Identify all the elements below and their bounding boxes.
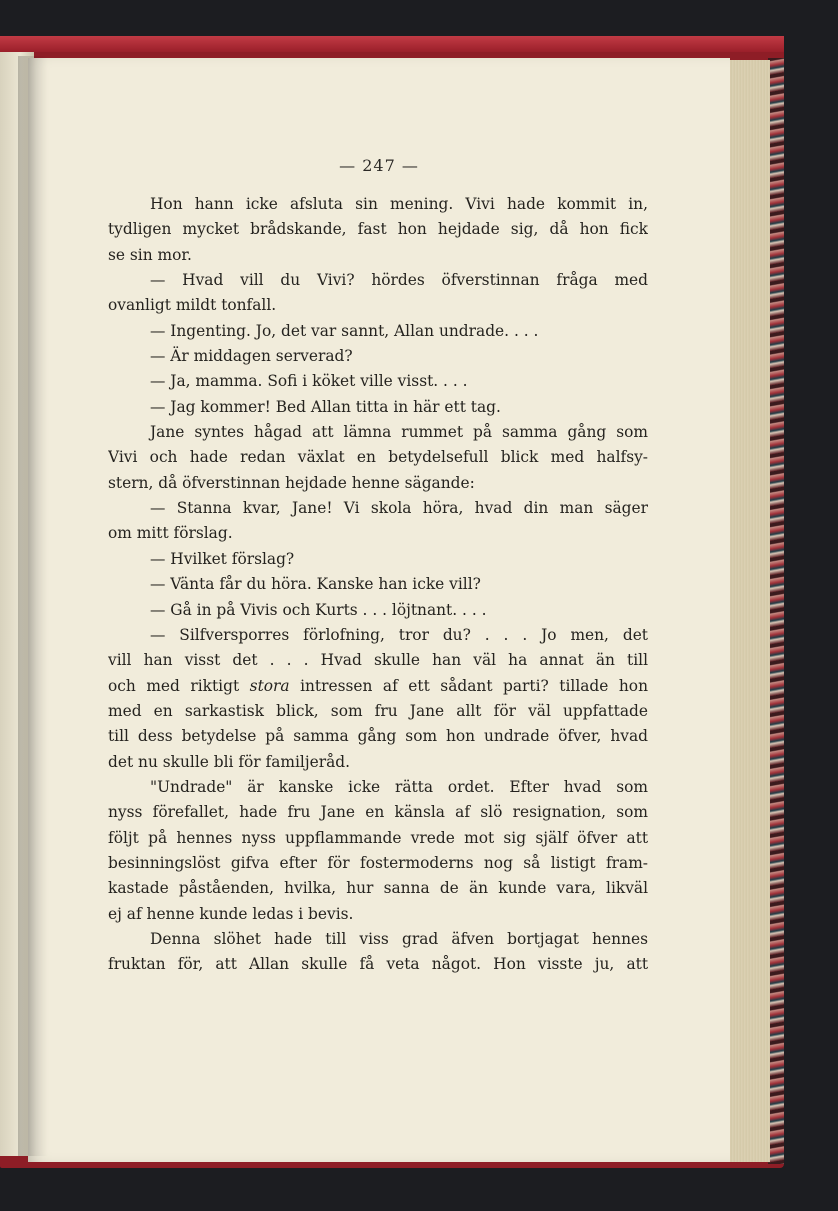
text-line: — Hvilket förslag? (150, 549, 295, 568)
text-line: stern, då öfverstinnan hejdade henne sägande: (108, 473, 475, 492)
text-line: — Ingenting. Jo, det var sannt, Allan undrade. . . . (150, 321, 539, 340)
text-line: fruktan för, att Allan skulle få veta något. Hon visste ju, att (108, 955, 648, 974)
text-line: Vivi och hade redan växlat en betydelsefull blick med halfsy- (108, 448, 648, 467)
page-gutter-shadow (18, 56, 48, 1156)
text-line: Denna slöhet hade till viss grad äfven bortjagat hennes (150, 929, 648, 948)
text-line: följt på hennes nyss uppflammande vrede mot sig själf öfver att (108, 828, 648, 847)
text-line: Hon hann icke afsluta sin mening. Vivi hade kommit in, (150, 195, 648, 213)
text-line: ovanligt mildt tonfall. (108, 296, 277, 315)
text-line: — Hvad vill du Vivi? hördes öfverstinnan fråga med (150, 271, 648, 290)
marbled-endpaper-edge (768, 58, 784, 1164)
page-text (108, 192, 648, 978)
text-line: vill han visst det . . . Hvad skulle han väl ha annat än till (108, 651, 648, 670)
text-line: om mitt förslag. (108, 524, 233, 543)
text-line: Jane syntes hågad att lämna rummet på samma gång som (150, 423, 648, 442)
text-line: — Ja, mamma. Sofi i köket ville visst. . . . (150, 372, 468, 391)
text-line: — Jag kommer! Bed Allan titta in här ett tag. (150, 397, 501, 416)
text-line: tydligen mycket brådskande, fast hon hejdade sig, då hon fick (108, 220, 648, 239)
page-stack-edges (728, 60, 770, 1162)
text-line: ej af henne kunde ledas i bevis. (108, 904, 354, 923)
text-line: "Undrade" är kanske icke rätta ordet. Efter hvad som (150, 777, 648, 796)
text-line: — Gå in på Vivis och Kurts . . . löjtnant. . . . (150, 600, 487, 619)
text-line: och med riktigt stora intressen af ett sådant parti? tillade hon (108, 676, 648, 695)
page-number: — 247 — (339, 156, 419, 175)
text-line: — Är middagen serverad? (150, 347, 353, 366)
text-line: besinningslöst gifva efter för fostermoderns nog så listigt fram- (108, 853, 648, 872)
text-line: med en sarkastisk blick, som fru Jane allt för väl uppfattade (108, 701, 648, 720)
text-line: kastade påståenden, hvilka, hur sanna de än kunde vara, likväl (108, 879, 648, 898)
text-line: — Silfversporres förlofning, tror du? . . . Jo men, det (150, 625, 648, 644)
text-line: — Vänta får du höra. Kanske han icke vill? (150, 575, 481, 594)
emphasized-word: stora (249, 676, 290, 695)
text-line: nyss förefallet, hade fru Jane en känsla af slö resignation, som (108, 803, 648, 822)
text-line: det nu skulle bli för familjeråd. (108, 752, 351, 771)
text-line: se sin mor. (108, 245, 192, 264)
text-line: — Stanna kvar, Jane! Vi skola höra, hvad din man säger (150, 499, 648, 518)
book-cover-top-edge (0, 36, 784, 52)
book-page (28, 58, 730, 1162)
text-line: till dess betydelse på samma gång som hon undrade öfver, hvad (108, 727, 648, 746)
